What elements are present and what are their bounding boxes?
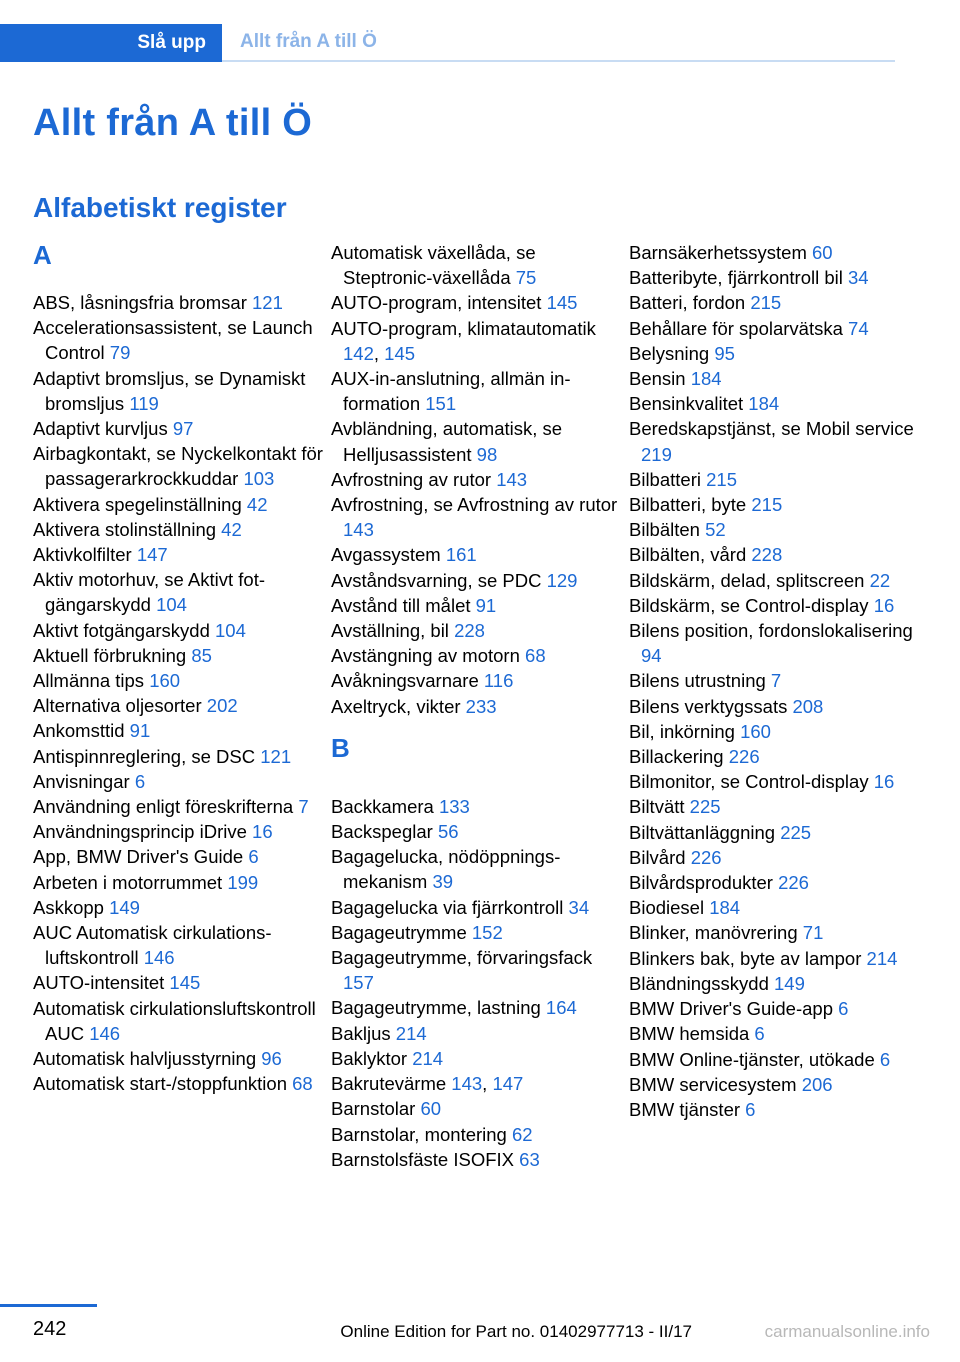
index-entry-text: Biodiesel <box>629 897 705 919</box>
index-entry <box>33 744 323 769</box>
page-link[interactable]: 103 <box>243 468 275 490</box>
index-entry-text: Aktivera spegelinställning <box>33 493 242 515</box>
index-entry-text: Bilens position, fordonslokalisering <box>629 620 913 642</box>
index-entry-text: BMW Driver's Guide-app <box>629 998 833 1020</box>
page-link[interactable]: 151 <box>425 393 457 415</box>
index-entry-text: AUTO-program, klimatautomatik <box>331 317 596 339</box>
page-link[interactable]: 62 <box>511 1123 533 1145</box>
index-entry <box>629 719 919 744</box>
index-entry <box>33 870 323 895</box>
index-entry-text: Användning enligt föreskrifterna <box>33 796 294 818</box>
page-link[interactable]: 6 <box>838 998 849 1020</box>
page-link[interactable]: 52 <box>705 519 726 541</box>
index-entry-text: Backspeglar <box>331 821 433 843</box>
page-link[interactable]: 146 <box>89 1022 121 1044</box>
index-entry <box>33 441 323 491</box>
index-entry <box>629 870 919 895</box>
page-link[interactable]: 68 <box>525 645 546 667</box>
index-entry <box>33 844 323 869</box>
index-entry <box>629 946 919 971</box>
page-link[interactable]: 228 <box>454 620 485 642</box>
index-entry-text: Biltvättanläggning <box>629 821 776 843</box>
page-link[interactable]: 60 <box>812 242 833 263</box>
page-link[interactable]: 208 <box>792 695 824 717</box>
index-entry <box>629 240 919 265</box>
index-entry-text: Bilmonitor, se Control-display <box>629 771 869 793</box>
index-entry <box>629 316 919 341</box>
index-entry: Bakrutevärme 143, 147 <box>331 1073 524 1095</box>
page-link[interactable]: 184 <box>748 393 780 415</box>
index-column-1 <box>33 240 323 1097</box>
index-entry-text: Bagageutrymme, lastning <box>331 997 541 1019</box>
index-entry <box>33 920 323 970</box>
page-link[interactable]: 91 <box>475 594 497 616</box>
page-link[interactable]: 215 <box>751 494 783 516</box>
page-link[interactable]: 225 <box>780 821 812 843</box>
page-link[interactable]: 215 <box>706 468 737 490</box>
index-entry <box>331 568 621 593</box>
index-entry <box>33 970 323 995</box>
page-link[interactable]: 143 <box>343 519 374 541</box>
page-link[interactable]: 6 <box>248 846 259 868</box>
index-entry-text: Bilens verktygssats <box>629 695 788 717</box>
index-entry <box>629 568 919 593</box>
index-entry <box>629 391 919 416</box>
index-entry-text: Avgassystem <box>331 544 441 566</box>
letter-heading: B <box>331 732 350 763</box>
page-link[interactable]: 104 <box>156 594 187 616</box>
page-link[interactable]: 91 <box>129 720 151 742</box>
footer-rule <box>0 1304 97 1307</box>
index-entry <box>331 1147 621 1172</box>
page-link[interactable]: 226 <box>690 846 722 868</box>
index-entry <box>331 618 621 643</box>
index-entry <box>33 542 323 567</box>
index-entry-text: AUX-in-anslutning, allmän information <box>331 368 571 415</box>
index-entry-text: Adaptivt bromsljus, se Dynamiskt bromsljus <box>33 367 306 414</box>
index-entry-text: Beredskapstjänst, se Mobil service <box>629 418 914 440</box>
page-link[interactable]: 94 <box>641 645 662 667</box>
page-link[interactable]: 121 <box>252 292 283 313</box>
index-entry-text: Blinker, manövrering <box>629 922 798 944</box>
index-entry-text: Batteri, fordon <box>629 292 746 314</box>
index-entry-text: BMW servicesystem <box>629 1073 797 1095</box>
page-link[interactable]: 147 <box>492 1073 524 1095</box>
page-link[interactable]: 147 <box>136 544 168 566</box>
index-entry <box>331 819 621 844</box>
index-entry <box>33 819 323 844</box>
index-entry <box>331 492 621 542</box>
index-entry <box>629 1097 919 1122</box>
index-entry <box>331 240 621 290</box>
page-link[interactable]: 34 <box>848 267 869 289</box>
page-number: 242 <box>33 1318 67 1340</box>
page-link[interactable]: 98 <box>476 443 498 465</box>
index-entry <box>629 341 919 366</box>
index-entry <box>629 845 919 870</box>
index-entry-text: AUTO-program, intensitet <box>331 292 542 314</box>
index-entry <box>629 366 919 391</box>
index-entry <box>33 517 323 542</box>
index-entry <box>629 971 919 996</box>
index-entry <box>331 920 621 945</box>
watermark: carmanualsonline.info <box>764 1322 930 1341</box>
index-entry-text: Barnsäkerhetssystem <box>629 242 807 263</box>
index-entry-text: Bilvårdsprodukter <box>629 872 773 894</box>
edition-text: Online Edition for Part no. 01402977713 - II/17 <box>340 1322 692 1341</box>
page-link[interactable]: 143 <box>451 1073 483 1095</box>
index-entry-text: Askkopp <box>33 896 104 918</box>
index-entry-text: BMW Online-tjänster, utökade <box>629 1048 875 1070</box>
index-entry-text: Bagagelucka, nödöppningsmekanism <box>331 846 561 893</box>
page-link[interactable]: 71 <box>802 922 824 944</box>
index-entry-text: Bagageutrymme <box>331 921 467 943</box>
index-entry <box>33 693 323 718</box>
page-link[interactable]: 42 <box>246 493 268 515</box>
index-entry <box>331 945 621 995</box>
page-link[interactable]: 214 <box>412 1047 444 1069</box>
page-link[interactable]: 143 <box>496 468 528 490</box>
index-entry-text: Alternativa oljesorter <box>33 695 202 717</box>
index-entry <box>33 618 323 643</box>
page-link[interactable]: 146 <box>143 947 175 969</box>
index-entry-text: Axeltryck, vikter <box>331 695 461 717</box>
index-entry <box>331 1046 621 1071</box>
page-link[interactable]: 85 <box>191 644 212 666</box>
page-link[interactable]: 60 <box>420 1098 442 1120</box>
index-entry <box>33 996 323 1046</box>
index-entry-text: Bilens utrustning <box>629 670 766 692</box>
index-entry-text: ABS, låsningsfria bromsar <box>33 292 247 313</box>
index-entry <box>629 996 919 1021</box>
page-link[interactable]: 160 <box>740 720 771 742</box>
index-entry-text: Avstånd till målet <box>331 594 471 616</box>
index-entry <box>629 517 919 542</box>
page-link[interactable]: 63 <box>519 1148 540 1170</box>
index-entry <box>629 794 919 819</box>
page-link[interactable]: 226 <box>778 872 809 894</box>
index-entry <box>629 593 919 618</box>
index-entry <box>331 668 621 693</box>
page-link[interactable]: 16 <box>252 821 273 843</box>
page-link[interactable]: 149 <box>109 896 140 918</box>
index-entry <box>629 1021 919 1046</box>
page-link[interactable]: 104 <box>215 619 246 641</box>
index-entry-text: Automatisk start-/stoppfunktion <box>33 1073 287 1095</box>
index-entry-text: Avbländning, automatisk, se Helljusassistent <box>331 418 563 465</box>
page-link[interactable]: 164 <box>545 997 577 1019</box>
index-entry-text: Barnstolsfäste ISOFIX <box>331 1148 515 1170</box>
index-entry <box>33 794 323 819</box>
page-link[interactable]: 42 <box>221 518 242 540</box>
index-entry <box>629 694 919 719</box>
page-link[interactable]: 214 <box>395 1022 427 1044</box>
index-entry <box>331 593 621 618</box>
index-entry <box>331 995 621 1020</box>
page-link[interactable]: 116 <box>483 670 514 692</box>
index-entry <box>629 416 919 466</box>
page-link[interactable]: 133 <box>438 795 470 817</box>
index-entry <box>331 366 621 416</box>
index-entry <box>331 1021 621 1046</box>
index-entry-text: Bakljus <box>331 1022 391 1044</box>
index-entry-text: Bilbälten <box>629 519 700 541</box>
page-link[interactable]: 206 <box>801 1073 833 1095</box>
tab-sla-upp-label: Slå upp <box>137 32 206 53</box>
index-entry-text: Allmänna tips <box>33 670 145 692</box>
page-link[interactable]: 142 <box>343 342 374 364</box>
index-entry-text: Automatisk cirkulationsluftskontroll AUC <box>33 997 316 1044</box>
index-entry <box>331 416 621 466</box>
index-entry <box>331 895 621 920</box>
index-entry-text: Barnstolar, montering <box>331 1123 507 1145</box>
tab-allt-fran-a-till-o[interactable]: Allt från A till Ö <box>240 31 377 52</box>
index-entry-text: Airbagkontakt, se Nyckelkontakt för passagerarkrockkuddar <box>33 443 323 490</box>
page-link[interactable]: 145 <box>169 972 201 994</box>
page-link[interactable]: 56 <box>437 821 459 843</box>
index-entry <box>33 366 323 416</box>
page-link[interactable]: 6 <box>134 770 146 792</box>
index-entry-text: Bil, inkörning <box>629 720 735 742</box>
index-entry-text: Batteribyte, fjärrkontroll bil <box>629 267 843 289</box>
index-entry <box>629 1047 919 1072</box>
index-entry-text: Bensinkvalitet <box>629 393 744 415</box>
page-link[interactable]: 95 <box>714 342 735 364</box>
index-entry-text: App, BMW Driver's Guide <box>33 846 244 868</box>
index-entry <box>33 492 323 517</box>
section-title: Alfabetiskt register <box>33 192 287 223</box>
page-link[interactable]: 145 <box>546 292 578 314</box>
index-entry <box>33 1071 323 1096</box>
page-link[interactable]: 228 <box>751 544 783 566</box>
index-entry <box>331 542 621 567</box>
page-link[interactable]: 6 <box>879 1048 891 1070</box>
index-entry <box>33 643 323 668</box>
index-entry-text: AUC Automatisk cirkulationsluftskontroll <box>33 922 272 969</box>
index-entry-text: Bländningsskydd <box>629 972 769 994</box>
index-entry-text: BMW hemsida <box>629 1023 750 1045</box>
index-entry-text: Bilbatteri, byte <box>629 494 747 516</box>
page-link[interactable]: 160 <box>149 670 181 692</box>
page-link[interactable]: 16 <box>873 594 895 616</box>
index-entry-text: Bensin <box>629 368 686 390</box>
page-link[interactable]: 233 <box>465 695 497 717</box>
index-entry <box>629 542 919 567</box>
index-entry <box>331 467 621 492</box>
index-entry <box>331 290 621 315</box>
index-entry-text: Anvisningar <box>33 770 130 792</box>
index-entry <box>33 668 323 693</box>
page-link[interactable]: 6 <box>754 1023 765 1045</box>
page-link[interactable]: 7 <box>298 796 309 818</box>
top-navigation <box>0 24 895 62</box>
index-entry <box>629 820 919 845</box>
index-entry <box>33 567 323 617</box>
page-link[interactable]: 214 <box>866 947 898 969</box>
page-link[interactable]: 157 <box>343 972 374 994</box>
page-link[interactable]: 39 <box>432 871 454 893</box>
tab-sla-upp[interactable] <box>0 24 222 62</box>
index-entry <box>331 1122 621 1147</box>
index-entry-text: Aktivt fotgängarskydd <box>33 619 210 641</box>
index-entry-text: Backkamera <box>331 795 434 817</box>
index-entry-text: Billackering <box>629 746 724 768</box>
index-entry-text: Avfrostning, se Avfrostning av rutor <box>331 494 618 516</box>
page-link[interactable]: 184 <box>690 368 722 390</box>
index-entry <box>629 895 919 920</box>
page-link[interactable]: 152 <box>471 921 503 943</box>
page-link[interactable]: 6 <box>745 1098 756 1120</box>
index-entry <box>629 492 919 517</box>
page-title: Allt från A till Ö <box>33 102 313 144</box>
index-entry-text: Bakrutevärme <box>331 1073 447 1095</box>
page-link[interactable]: 16 <box>873 771 895 793</box>
index-entry <box>629 290 919 315</box>
index-entry-text: Biltvätt <box>629 796 685 818</box>
page-link[interactable]: 149 <box>774 972 805 994</box>
index-entry-text: Bilvård <box>629 846 686 868</box>
index-entry-text: Antispinnreglering, se DSC <box>33 745 256 767</box>
index-entry-text: Barnstolar <box>331 1098 416 1120</box>
index-entry <box>331 844 621 894</box>
index-column-2 <box>331 240 621 1172</box>
index-entry-text: Automatisk halvljusstyrning <box>33 1048 257 1070</box>
index-entry: AUTO-program, klimatautomatik 142, 145 <box>331 317 596 364</box>
index-entry <box>629 618 919 668</box>
page-link[interactable]: 74 <box>848 317 869 339</box>
page-link[interactable]: 96 <box>261 1048 282 1070</box>
index-entry-text: AUTO-intensitet <box>33 972 165 994</box>
page-link[interactable]: 219 <box>641 443 672 465</box>
page-link[interactable]: 184 <box>709 897 741 919</box>
index-entry-text: Avåkningsvarnare <box>331 670 479 692</box>
index-entry <box>33 718 323 743</box>
page-link[interactable]: 34 <box>568 896 590 918</box>
index-entry <box>629 265 919 290</box>
index-entry-text: Accelerationsassistent, se Launch Control <box>33 317 313 364</box>
index-entry-text: Användningsprincip iDrive <box>33 821 247 843</box>
index-entry <box>629 744 919 769</box>
index-entry <box>629 920 919 945</box>
index-entry-text: Baklyktor <box>331 1047 408 1069</box>
index-entry <box>331 643 621 668</box>
page-link[interactable]: 225 <box>689 796 721 818</box>
index-entry-text: Blinkers bak, byte av lampor <box>629 947 862 969</box>
index-entry <box>629 1072 919 1097</box>
index-entry-text: Avfrostning av rutor <box>331 468 492 490</box>
index-entry-text: Aktuell förbrukning <box>33 644 187 666</box>
index-entry-text: Ankomsttid <box>33 720 125 742</box>
index-entry-text: Bilbälten, vård <box>629 544 747 566</box>
index-entry <box>331 1096 621 1121</box>
index-entry-text: Bildskärm, delad, splitscreen <box>629 569 865 591</box>
index-entry-text: Bildskärm, se Control-display <box>629 594 869 616</box>
index-entry <box>33 315 323 365</box>
index-entry <box>33 1046 323 1071</box>
index-entry <box>629 467 919 492</box>
nav-divider <box>222 60 895 62</box>
page-link[interactable]: 79 <box>109 342 131 364</box>
index-entry-text: Arbeten i motorrummet <box>33 871 223 893</box>
index-entry-text: Bagageutrymme, förvaringsfack <box>331 947 593 969</box>
index-entry-text: Bilbatteri <box>629 468 701 490</box>
index-entry <box>33 290 323 315</box>
index-entry-text: Bagagelucka via fjärrkontroll <box>331 896 564 918</box>
index-entry-text: Belysning <box>629 342 710 364</box>
index-entry <box>33 769 323 794</box>
page-link[interactable]: 202 <box>206 695 238 717</box>
index-entry-text: Adaptivt kurvljus <box>33 418 168 440</box>
index-entry-text: Behållare för spolarvätska <box>629 317 843 339</box>
page-link[interactable]: 161 <box>445 544 477 566</box>
page-link[interactable]: 22 <box>869 569 891 591</box>
index-column-3 <box>629 240 919 1122</box>
page-link[interactable]: 199 <box>227 871 259 893</box>
index-entry-text: Aktiv motorhuv, se Aktivt fotgängarskydd <box>33 569 266 616</box>
page-link[interactable]: 68 <box>292 1073 313 1095</box>
page-link[interactable]: 226 <box>728 746 760 768</box>
index-entry <box>629 668 919 693</box>
page-link[interactable]: 97 <box>172 418 194 440</box>
index-entry-text: Avståndsvarning, se PDC <box>331 569 542 591</box>
page-link[interactable]: 129 <box>546 569 578 591</box>
index-entry-text: Avstängning av motorn <box>331 645 520 667</box>
index-entry <box>331 694 621 719</box>
index-entry-text: Aktivkolfilter <box>33 544 132 566</box>
page-link[interactable]: 7 <box>770 670 782 692</box>
page-link[interactable]: 145 <box>384 342 416 364</box>
page-link[interactable]: 215 <box>750 292 782 314</box>
index-entry-text: BMW tjänster <box>629 1098 741 1120</box>
page-link[interactable]: 75 <box>515 267 537 289</box>
index-entry <box>629 769 919 794</box>
letter-heading: A <box>33 240 52 270</box>
index-entry-text: Automatisk växellåda, se Steptronic-växellåda <box>331 242 536 289</box>
index-entry <box>33 895 323 920</box>
index-entry-text: Aktivera stolinställning <box>33 518 217 540</box>
index-entry <box>33 416 323 441</box>
index-entry <box>331 794 621 819</box>
page-link[interactable]: 121 <box>260 745 292 767</box>
page-link[interactable]: 119 <box>129 392 159 414</box>
index-entry-text: Avställning, bil <box>331 620 449 642</box>
